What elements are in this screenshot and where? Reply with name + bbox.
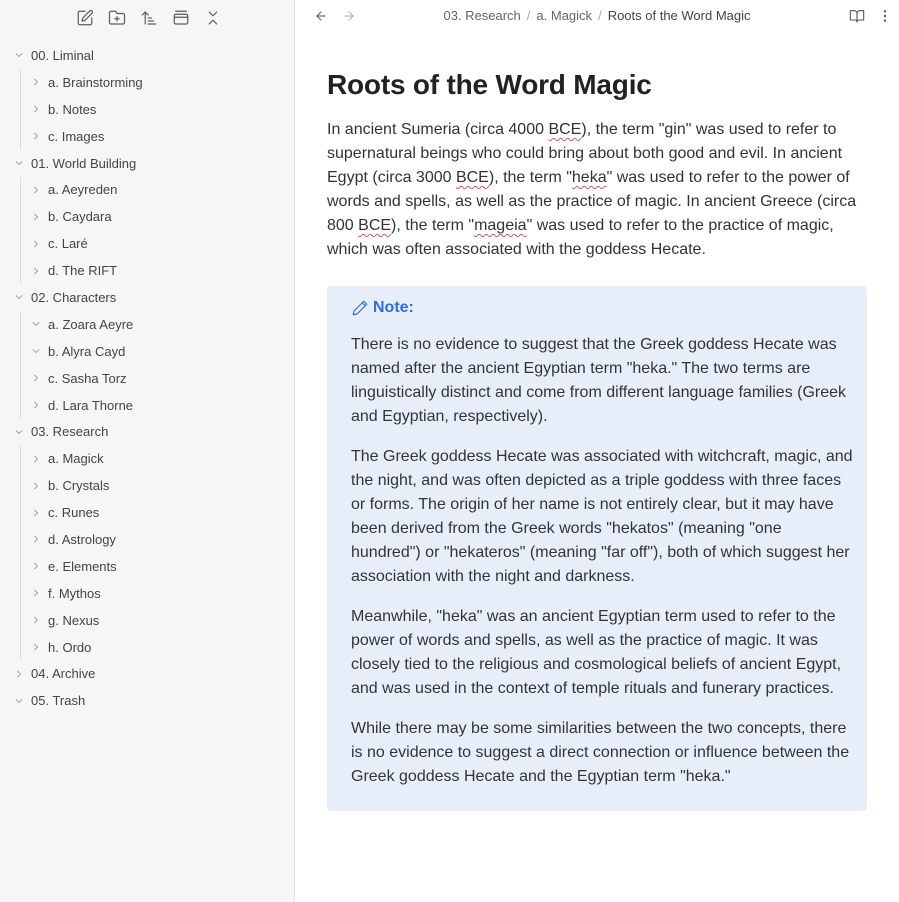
subfolder-row[interactable] xyxy=(0,230,294,257)
folder-label: 03. Research xyxy=(31,424,109,440)
chevron-right-icon[interactable] xyxy=(29,183,43,197)
subfolder-label: c. Images xyxy=(48,128,105,144)
chevron-down-icon[interactable] xyxy=(12,694,26,708)
callout-paragraph: The Greek goddess Hecate was associated with witchcraft, magic, and the night, and was often depicted as a triple goddess with three faces or forms. The origin of her name is not entirely clear, but it may have been derived from the Greek words "hekatos" (meaning "one hundred") or "hekateros" (meaning "far off"), both of which suggest her association with the night and darkness. xyxy=(351,448,853,585)
subfolder-row[interactable] xyxy=(0,499,294,526)
subfolder-label: a. Zoara Aeyre xyxy=(48,316,134,332)
subfolder-row[interactable] xyxy=(0,203,294,230)
tree-folder-03-research xyxy=(0,418,294,660)
breadcrumb xyxy=(295,8,899,23)
note-view xyxy=(295,0,899,902)
folder-label: 04. Archive xyxy=(31,666,96,682)
subfolder-row[interactable] xyxy=(0,96,294,123)
subfolder-row[interactable] xyxy=(0,176,294,203)
book-open-icon xyxy=(849,8,865,24)
text-run: ), the term "gin" was used to refer to supernatural beings who could bring about both good and evil. In ancient Egypt (circa 3000 xyxy=(327,121,843,186)
spellcheck-word[interactable]: BCE xyxy=(358,217,392,234)
subfolder-row[interactable] xyxy=(0,392,294,419)
chevron-right-icon[interactable] xyxy=(29,452,43,466)
chevron-down-icon[interactable] xyxy=(12,48,26,62)
subfolder-label: f. Mythos xyxy=(48,585,101,601)
folder-row[interactable] xyxy=(0,150,294,177)
subfolder-label: d. Lara Thorne xyxy=(48,397,134,413)
folder-label: 02. Characters xyxy=(31,289,117,305)
subfolder-row[interactable] xyxy=(0,69,294,96)
chevron-right-icon[interactable] xyxy=(29,506,43,520)
subfolder-row[interactable] xyxy=(0,580,294,607)
tree-folder-02-characters xyxy=(0,284,294,418)
collapse-all-button[interactable] xyxy=(197,2,229,34)
reading-view-button[interactable] xyxy=(846,6,868,26)
subfolder-row[interactable] xyxy=(0,607,294,634)
file-explorer-sidebar xyxy=(0,0,295,902)
subfolder-label: b. Alyra Cayd xyxy=(48,343,126,359)
folder-row[interactable] xyxy=(0,418,294,445)
breadcrumb-root[interactable]: 03. Research xyxy=(443,8,521,23)
text-run: " was used to refer to the practice of magic, which was often associated with the goddess Hecate. xyxy=(327,217,834,258)
subfolder-label: a. Brainstorming xyxy=(48,74,143,90)
folder-label: 01. World Building xyxy=(31,155,137,171)
folder-row[interactable] xyxy=(0,660,294,687)
subfolder-label: d. Astrology xyxy=(48,531,116,547)
folder-row[interactable] xyxy=(0,687,294,714)
subfolder-label: g. Nexus xyxy=(48,612,100,628)
subfolder-row[interactable] xyxy=(0,311,294,338)
chevron-right-icon[interactable] xyxy=(29,129,43,143)
tree-folder-00-liminal xyxy=(0,42,294,150)
chevron-down-icon[interactable] xyxy=(29,317,43,331)
intro-paragraph[interactable] xyxy=(327,118,867,262)
sort-icon xyxy=(140,9,158,27)
chevron-right-icon[interactable] xyxy=(29,559,43,573)
chevron-right-icon[interactable] xyxy=(29,532,43,546)
chevron-right-icon[interactable] xyxy=(29,640,43,654)
chevron-right-icon[interactable] xyxy=(29,210,43,224)
chevron-right-icon[interactable] xyxy=(29,613,43,627)
chevron-right-icon[interactable] xyxy=(29,586,43,600)
subfolder-label: c. Runes xyxy=(48,505,100,521)
tree-folder-05-trash xyxy=(0,687,294,714)
more-options-button[interactable] xyxy=(874,6,896,26)
subfolder-row[interactable] xyxy=(0,365,294,392)
chevron-right-icon[interactable] xyxy=(29,237,43,251)
new-note-button[interactable] xyxy=(69,2,101,34)
subfolder-row[interactable] xyxy=(0,445,294,472)
breadcrumb-separator: / xyxy=(598,8,602,23)
folder-row[interactable] xyxy=(0,42,294,69)
chevron-down-icon[interactable] xyxy=(12,156,26,170)
chevrons-collapse-icon xyxy=(204,9,222,27)
chevron-down-icon[interactable] xyxy=(12,290,26,304)
folder-row[interactable] xyxy=(0,284,294,311)
pencil-icon xyxy=(351,299,369,317)
breadcrumb-parent[interactable]: a. Magick xyxy=(536,8,593,23)
note-callout[interactable] xyxy=(327,286,867,811)
text-run: ), the term " xyxy=(488,169,572,186)
subfolder-label: c. Sasha Torz xyxy=(48,370,127,386)
callout-paragraph: There is no evidence to suggest that the Greek goddess Hecate was named after the ancient Egyptian term "heka." The two terms are linguistically distinct and come from different language families (Greek and Egyptian, respectively). xyxy=(351,336,847,425)
subfolder-label: e. Elements xyxy=(48,558,117,574)
subfolder-row[interactable] xyxy=(0,526,294,553)
subfolder-row[interactable] xyxy=(0,634,294,661)
breadcrumb-current[interactable]: Roots of the Word Magic xyxy=(607,8,751,23)
breadcrumb-separator: / xyxy=(526,8,531,23)
chevron-right-icon[interactable] xyxy=(29,371,43,385)
chevron-right-icon[interactable] xyxy=(29,102,43,116)
chevron-down-icon[interactable] xyxy=(29,344,43,358)
callout-paragraph: Meanwhile, "heka" was an ancient Egyptian term used to refer to the power of words and spells, as well as the practice of magic. It was closely tied to the religious and cosmological beliefs of ancient Egypt, and was used in the context of temple rituals and funerary practices. xyxy=(351,608,842,697)
subfolder-label: a. Aeyreden xyxy=(48,182,118,198)
more-vertical-icon xyxy=(877,8,893,24)
view-header xyxy=(295,0,899,32)
subfolder-label: h. Ordo xyxy=(48,639,92,655)
chevron-right-icon[interactable] xyxy=(29,264,43,278)
tree-folder-01-world-building xyxy=(0,150,294,284)
chevron-right-icon[interactable] xyxy=(29,398,43,412)
text-run: ), the term " xyxy=(391,217,475,234)
subfolder-row[interactable] xyxy=(0,257,294,284)
chevron-down-icon[interactable] xyxy=(12,425,26,439)
window-icon xyxy=(172,9,190,27)
spellcheck-word[interactable]: BCE xyxy=(548,121,582,138)
new-folder-button[interactable] xyxy=(101,2,133,34)
subfolder-label: a. Magick xyxy=(48,451,104,467)
subfolder-label: d. The RIFT xyxy=(48,263,118,279)
file-tree xyxy=(0,42,294,714)
subfolder-row[interactable] xyxy=(0,472,294,499)
text-run: In ancient Sumeria (circa 4000 xyxy=(327,121,549,138)
chevron-right-icon[interactable] xyxy=(29,75,43,89)
new-folder-icon xyxy=(108,9,126,27)
note-content[interactable] xyxy=(327,66,867,811)
new-note-icon xyxy=(76,9,94,27)
callout-paragraph: While there may be some similarities between the two concepts, there is no evidence to suggest a direct connection or influence between the Greek goddess Hecate and the Egyptian term "heka." xyxy=(351,720,850,785)
spellcheck-word[interactable]: BCE xyxy=(455,169,489,186)
spellcheck-word[interactable]: mageia xyxy=(474,217,527,234)
subfolder-label: c. Laré xyxy=(48,236,88,252)
collapse-view-button[interactable] xyxy=(165,2,197,34)
subfolder-row[interactable] xyxy=(0,553,294,580)
tree-folder-04-archive xyxy=(0,660,294,687)
folder-label: 05. Trash xyxy=(31,693,86,709)
note-title[interactable]: Roots of the Word Magic xyxy=(327,69,652,100)
spellcheck-word[interactable]: heka xyxy=(571,169,607,186)
sidebar-toolbar xyxy=(0,0,294,36)
subfolder-label: b. Crystals xyxy=(48,478,110,494)
chevron-right-icon[interactable] xyxy=(12,667,26,681)
chevron-right-icon[interactable] xyxy=(29,479,43,493)
subfolder-row[interactable] xyxy=(0,338,294,365)
callout-label: Note: xyxy=(373,299,414,316)
text-run: " was used to refer to the power of words and spells, as well as the practice of magic. In ancient Greece (circa 800 xyxy=(327,169,857,234)
subfolder-row[interactable] xyxy=(0,123,294,150)
sort-button[interactable] xyxy=(133,2,165,34)
subfolder-label: b. Caydara xyxy=(48,209,112,225)
callout-title xyxy=(351,298,853,318)
subfolder-label: b. Notes xyxy=(48,101,97,117)
folder-label: 00. Liminal xyxy=(31,47,94,63)
